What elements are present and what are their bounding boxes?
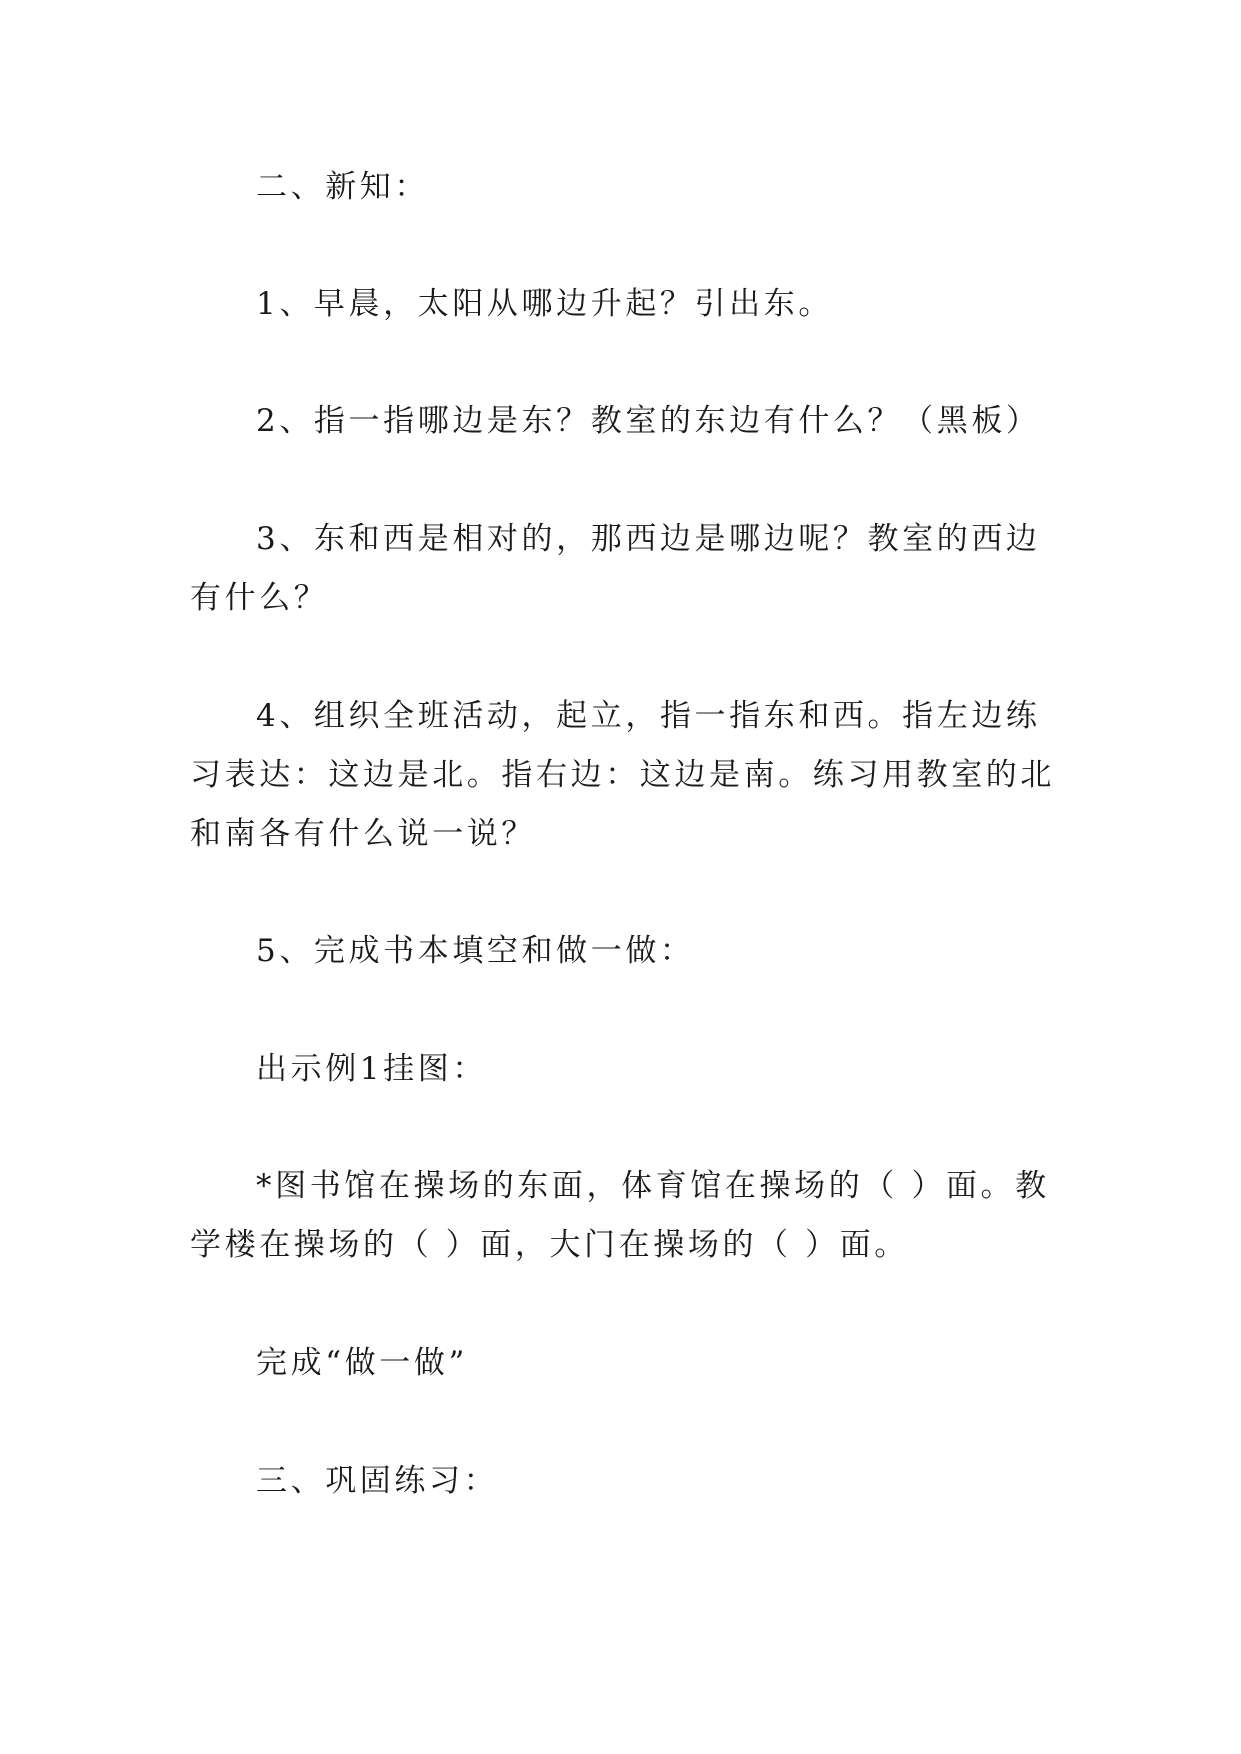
paragraph-item-5: 5、完成书本填空和做一做： <box>256 933 695 969</box>
section-heading-new-knowledge: 二、新知： <box>256 169 429 205</box>
paragraph-item-4: 4、组织全班活动，起立，指一指东和西。指左边练习表达：这边是北。指右边：这边是南。练习用教室的北和南各有什么说一说？ <box>190 698 1055 852</box>
section-heading-practice: 三、巩固练习： <box>256 1463 499 1499</box>
paragraph-item-2: 2、指一指哪边是东？教室的东边有什么？（黑板） <box>256 403 1041 439</box>
paragraph-example-figure: 出示例1挂图： <box>256 1051 487 1087</box>
paragraph-do-it: 完成“做一做” <box>256 1345 468 1381</box>
paragraph-fill-in-blank: *图书馆在操场的东面，体育馆在操场的（ ）面。教学楼在操场的（ ）面，大门在操场的（ ）面。 <box>190 1168 1050 1263</box>
paragraph-item-1: 1、早晨，太阳从哪边升起？引出东。 <box>256 286 833 322</box>
paragraph-item-3: 3、东和西是相对的，那西边是哪边呢？教室的西边有什么？ <box>190 521 1041 616</box>
